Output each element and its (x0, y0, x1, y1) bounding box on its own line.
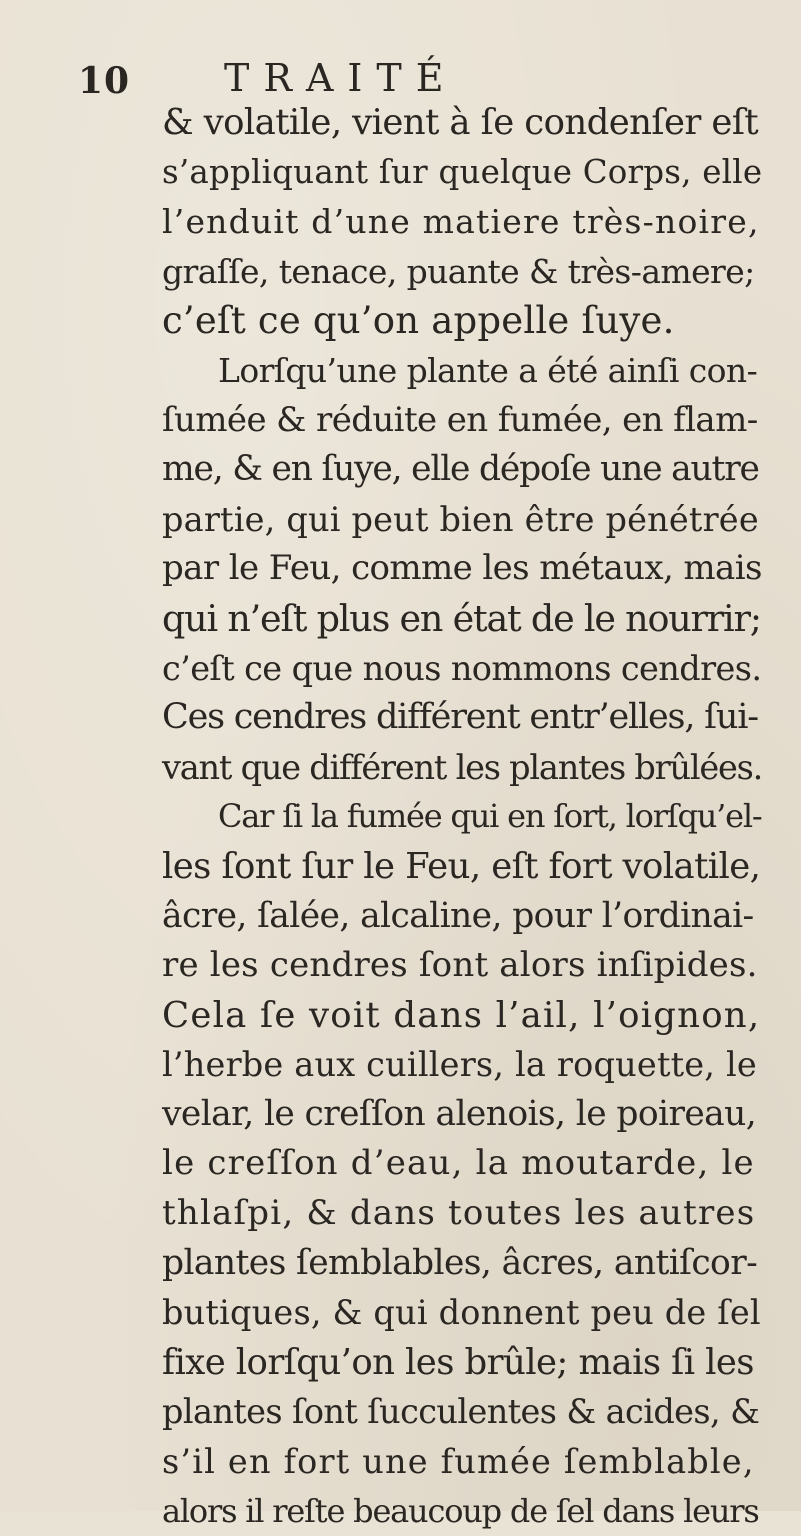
text-line: l’herbe aux cuillers, la roquette, le (162, 1045, 757, 1085)
text-line: thlaſpi, & dans toutes les autres (162, 1193, 756, 1234)
text-line: Car ſi la fumée qui en ſort, lorſqu’el- (218, 797, 762, 836)
text-line: par le Feu, comme les métaux, mais (162, 548, 762, 589)
text-line: alors il reſte beaucoup de ſel dans leurs (162, 1491, 759, 1530)
text-line: butiques, & qui donnent peu de ſel (162, 1293, 761, 1333)
text-line: qui n’eſt plus en état de le nourrir; (162, 596, 761, 640)
text-line: plantes ſont ſucculentes & acides, & (162, 1392, 760, 1432)
text-line: velar, le creſſon alenois, le poireau, (162, 1093, 757, 1134)
page-number: 10 (78, 60, 131, 102)
text-line: l’enduit d’une matiere très-noire, (162, 202, 760, 242)
text-line: plantes ſemblables, âcres, antiſcor- (162, 1242, 758, 1283)
text-line: & volatile, vient à ſe condenſer eſt (162, 102, 759, 143)
text-line: me, & en ſuye, elle dépoſe une autre (162, 449, 759, 490)
text-line: Ces cendres différent entr’elles, ſui- (162, 697, 758, 738)
text-line: âcre, ſalée, alcaline, pour l’ordinai- (162, 895, 754, 936)
text-line: s’appliquant ſur quelque Corps, elle (162, 152, 763, 191)
text-line: vant que différent les plantes brûlées. (162, 747, 763, 787)
text-line: ſumée & réduite en fumée, en flam- (162, 399, 758, 440)
text-line: c’eſt ce que nous nommons cendres. (162, 648, 762, 688)
text-line: c’eſt ce qu’on appelle ſuye. (162, 299, 675, 343)
running-head (78, 56, 732, 102)
text-line: Lorſqu’une plante a été ainſi con- (218, 350, 758, 390)
text-line: le creſſon d’eau, la moutarde, le (162, 1143, 755, 1184)
text-line: fixe lorſqu’on les brûle; mais ſi les (162, 1341, 754, 1383)
text-line: re les cendres ſont alors inſipides. (162, 945, 758, 986)
text-line: s’il en fort une fumée ſemblable, (162, 1442, 755, 1482)
running-title: TRAITÉ (224, 56, 458, 100)
text-line: partie, qui peut bien être pénétrée (162, 499, 759, 539)
body-text (162, 98, 762, 1536)
text-line: Cela ſe voit dans l’ail, l’oignon, (162, 994, 761, 1036)
text-line: les ſont ſur le Feu, eſt fort volatile, (162, 845, 761, 887)
text-line: graſſe, tenace, puante & très-amere; (162, 251, 755, 291)
